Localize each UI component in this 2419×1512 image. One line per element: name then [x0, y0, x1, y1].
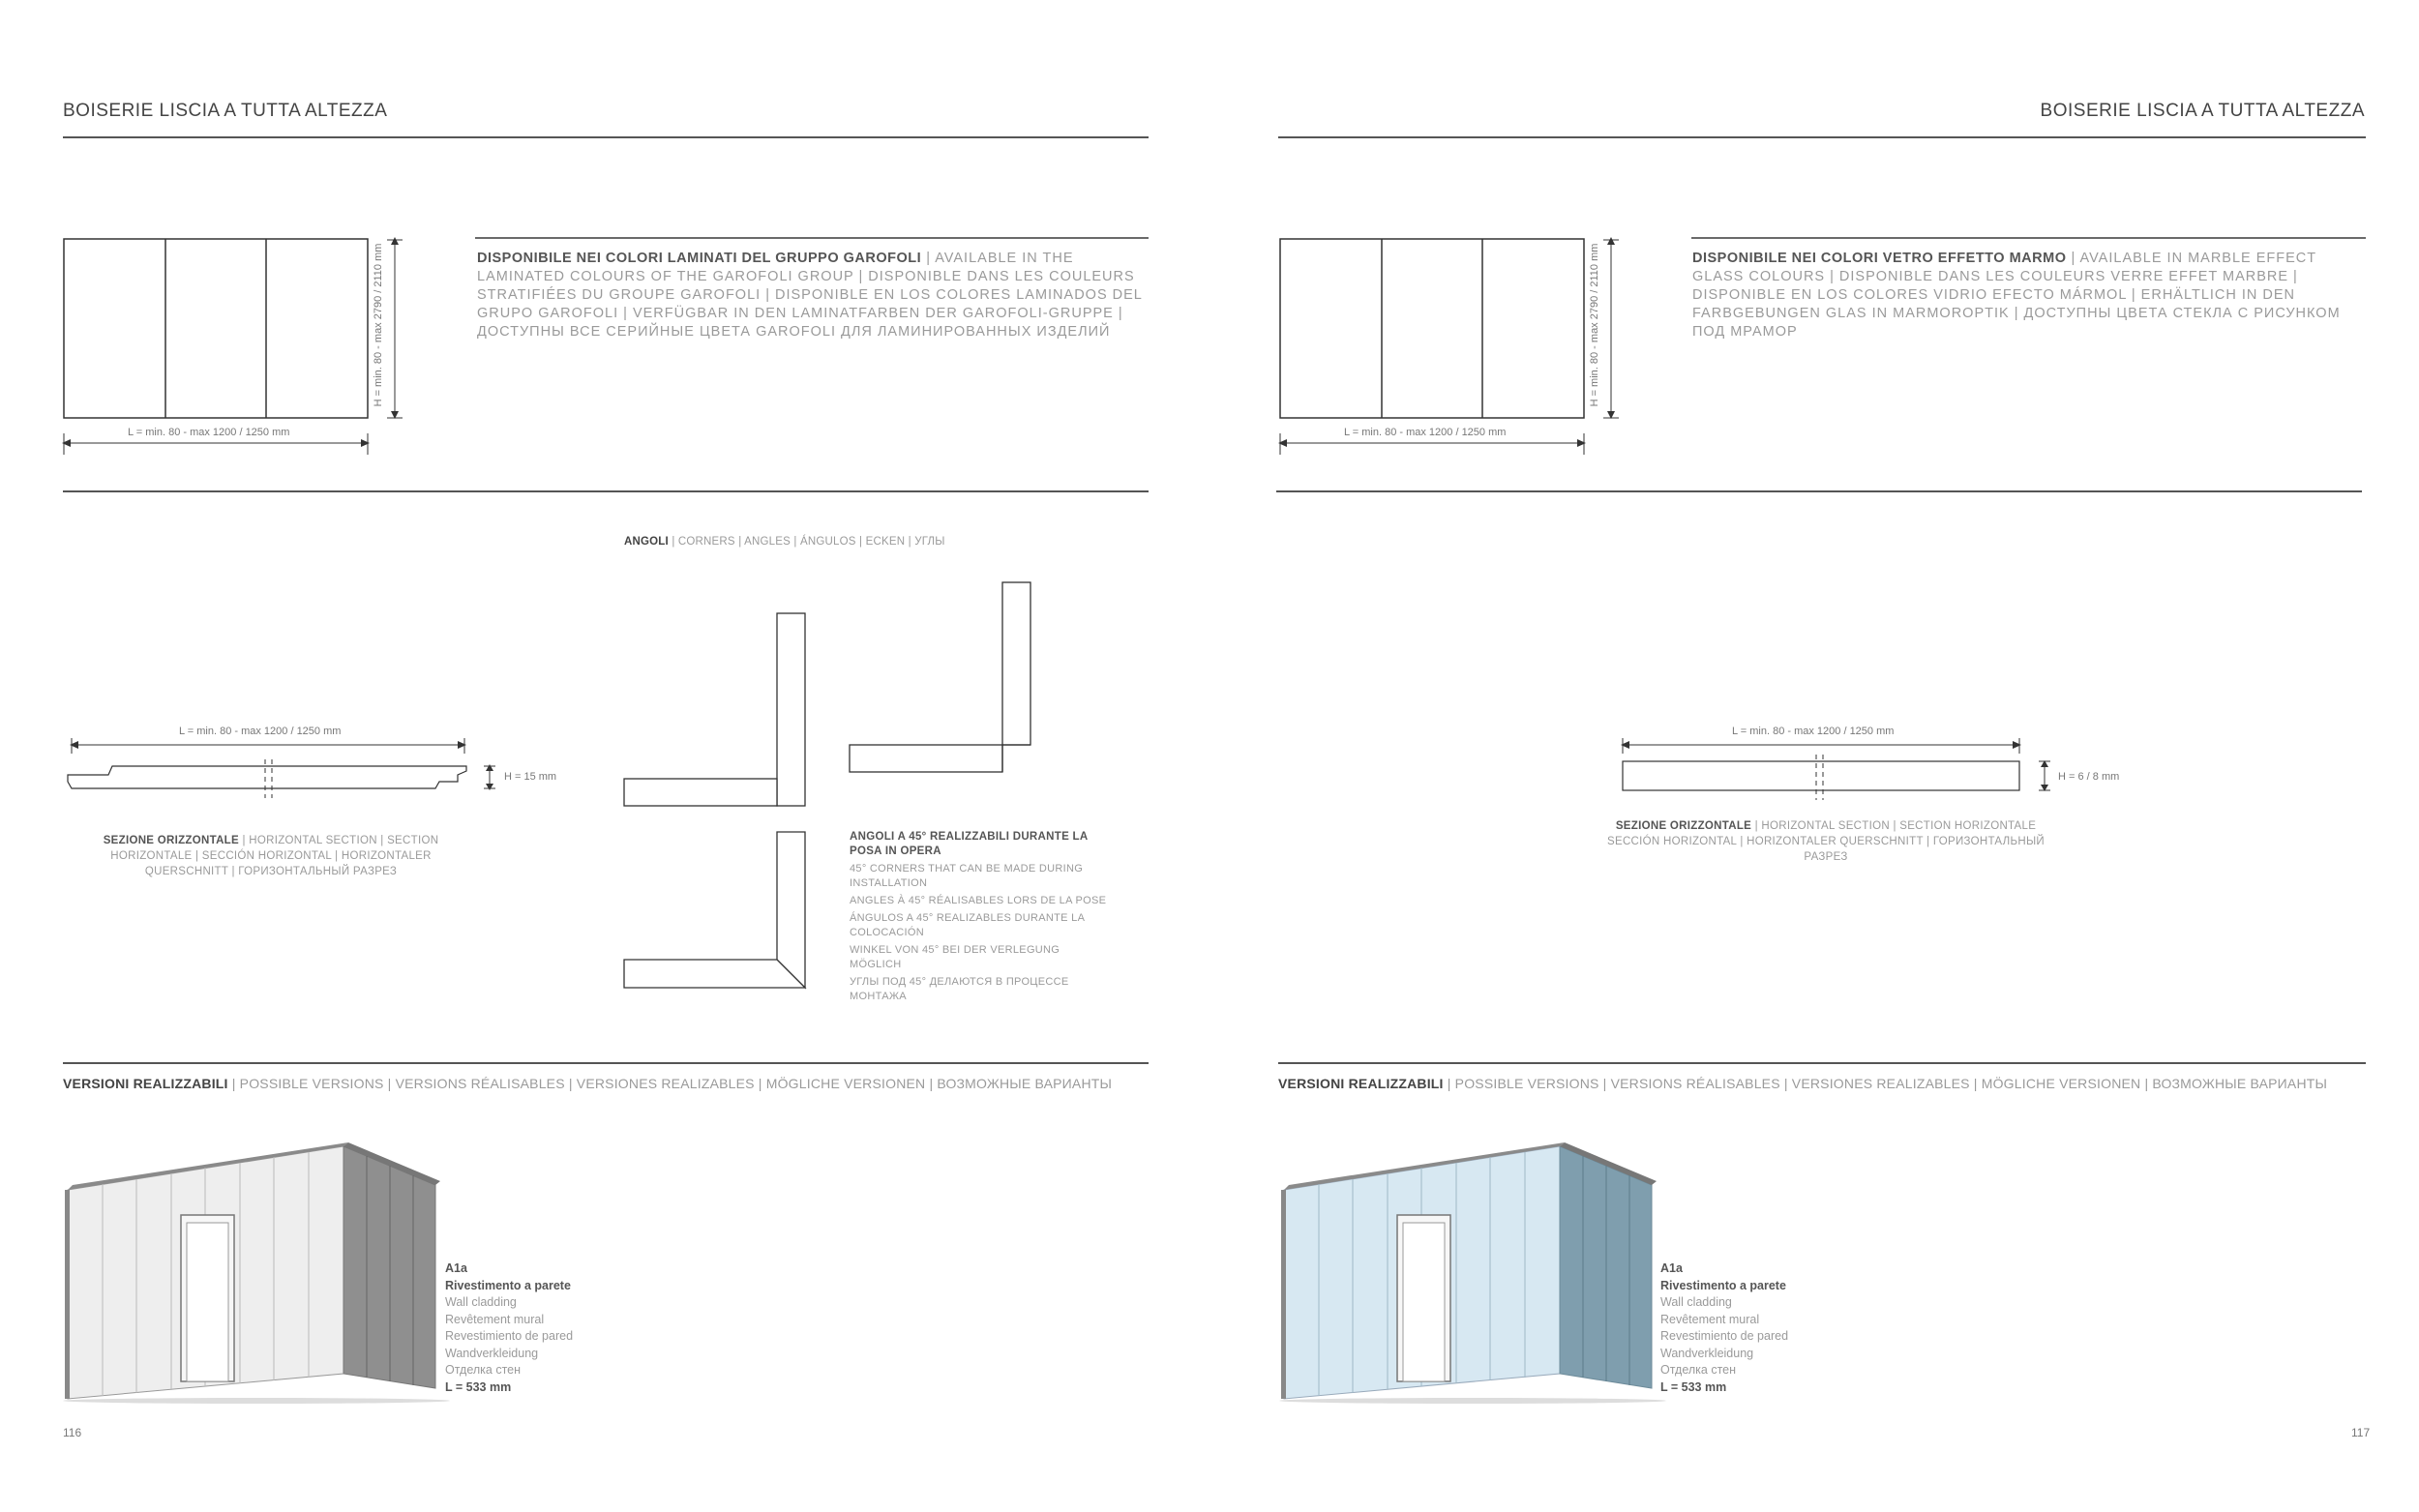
- section-thickness-dimension-right: H = 6 / 8 mm: [2058, 771, 2120, 783]
- description-divider-right: [1691, 237, 2366, 239]
- corners-45-line-de: WINKEL VON 45° BEI DER VERLEGUNG MÖGLICH: [850, 944, 1060, 970]
- versions-heading-rest: | POSSIBLE VERSIONS | VERSIONS RÉALISABLES | VERSIONES REALIZABLES | MÖGLICHE VERSIONEN | ВОЗМОЖНЫЕ ВАРИАНТЫ: [227, 1076, 1113, 1091]
- legend-translation-fr: Revêtement mural: [445, 1312, 545, 1326]
- version-legend-right: [1660, 1260, 1788, 1396]
- panel-height-dimension: H = min. 80 - max 2790 / 2110 mm: [373, 243, 384, 407]
- page-title-left: BOISERIE LISCIA A TUTTA ALTEZZA: [63, 101, 388, 121]
- title-divider-right: [1278, 136, 2366, 138]
- versions-heading-rest-right: | POSSIBLE VERSIONS | VERSIONS RÉALISABLES | VERSIONES REALIZABLES | MÖGLICHE VERSIONEN | ВОЗМОЖНЫЕ ВАРИАНТЫ: [1443, 1076, 2328, 1091]
- section-caption-bold-right: SEZIONE ORIZZONTALE: [1615, 820, 1752, 832]
- description-divider-left: [475, 237, 1149, 239]
- legend-code-right: A1a: [1660, 1261, 1683, 1275]
- corners-45-line-ru: УГЛЫ ПОД 45° ДЕЛАЮТСЯ В ПРОЦЕССЕ МОНТАЖА: [850, 976, 1069, 1002]
- legend-name: Rivestimento a parete: [445, 1278, 571, 1292]
- corners-45-line-fr: ANGLES À 45° RÉALISABLES LORS DE LA POSE: [850, 895, 1107, 906]
- page-number-left: 116: [63, 1426, 82, 1439]
- angles-heading: [624, 536, 945, 548]
- legend-name-right: Rivestimento a parete: [1660, 1278, 1786, 1292]
- description-bold-right: DISPONIBILE NEI COLORI VETRO EFFETTO MARMO: [1692, 251, 2067, 266]
- section-divider-right: [1276, 490, 2362, 492]
- legend-translation-de: Wandverkleidung: [445, 1346, 539, 1360]
- page-number-right: 117: [2351, 1426, 2371, 1439]
- legend-translation-en: Wall cladding: [445, 1295, 517, 1309]
- section-caption-rest: | HORIZONTAL SECTION | SECTION HORIZONTALE | SECCIÓN HORIZONTAL | HORIZONTALER QUERSCHNITT | ГОРИЗОНТАЛЬНЫЙ РАЗРЕЗ: [110, 835, 439, 877]
- panel-width-dimension-right: L = min. 80 - max 1200 / 1250 mm: [1344, 427, 1507, 438]
- section-thickness-dimension-left: H = 15 mm: [504, 771, 557, 783]
- versions-heading-right: [1278, 1076, 2327, 1091]
- section-caption-rest-right: | HORIZONTAL SECTION | SECTION HORIZONTALE SECCIÓN HORIZONTAL | HORIZONTALER QUERSCHNITT | ГОРИЗОНТАЛЬНЫЙ РАЗРЕЗ: [1607, 820, 2045, 863]
- legend-translation-de-right: Wandverkleidung: [1660, 1346, 1754, 1360]
- legend-translation-es: Revestimiento de pared: [445, 1329, 574, 1343]
- legend-translation-es-right: Revestimiento de pared: [1660, 1329, 1789, 1343]
- angles-heading-rest: | CORNERS | ANGLES | ÁNGULOS | ECKEN | УГЛЫ: [668, 536, 945, 548]
- wall-cladding-render-right: [1279, 1141, 1666, 1403]
- legend-code: A1a: [445, 1261, 467, 1275]
- legend-length: L = 533 mm: [445, 1379, 512, 1394]
- versions-heading-bold: VERSIONI REALIZZABILI: [63, 1076, 228, 1091]
- corners-45-notes: [850, 830, 1111, 1007]
- section-divider-left: [63, 490, 1149, 492]
- section-width-dimension-left: L = min. 80 - max 1200 / 1250 mm: [179, 726, 342, 737]
- version-legend-left: [445, 1260, 573, 1396]
- legend-translation-fr-right: Revêtement mural: [1660, 1312, 1760, 1326]
- legend-length-right: L = 533 mm: [1660, 1379, 1727, 1394]
- description-rest: | AVAILABLE IN THE LAMINATED COLOURS OF THE GAROFOLI GROUP | DISPONIBLE DANS LES COULEURS STRATIFIÉES DU GROUPE GAROFOLI | DISPONIBLE EN LOS COLORES LAMINADOS DEL GRUPO GAROFOLI | VERFÜGBAR IN DEN LAMINATFARBEN DER GAROFOLI-GRUPPE | ДОСТУПНЫ ВСЕ СЕРИЙНЫЕ ЦВЕТА GAROFOLI ДЛЯ ЛАМИНИРОВАННЫХ ИЗДЕЛИЙ: [477, 251, 1143, 340]
- color-availability-description-left: [477, 250, 1145, 341]
- panel-height-dimension-right: H = min. 80 - max 2790 / 2110 mm: [1589, 243, 1600, 407]
- panel-width-dimension: L = min. 80 - max 1200 / 1250 mm: [128, 427, 290, 438]
- description-bold: DISPONIBILE NEI COLORI LAMINATI DEL GRUPPO GAROFOLI: [477, 251, 922, 266]
- angles-heading-bold: ANGOLI: [624, 536, 669, 548]
- corners-45-title: ANGOLI A 45° REALIZZABILI DURANTE LA POSA IN OPERA: [850, 831, 1089, 857]
- corners-45-line-en: 45° CORNERS THAT CAN BE MADE DURING INSTALLATION: [850, 863, 1084, 889]
- section-caption-right: [1598, 818, 2053, 865]
- description-rest-right: | AVAILABLE IN MARBLE EFFECT GLASS COLOURS | DISPONIBLE DANS LES COULEURS VERRE EFFET MARBRE | DISPONIBLE EN LOS COLORES VIDRIO EFECTO MÁRMOL | ERHÄLTLICH IN DEN FARBGEBUNGEN GLAS IN MARMOROPTIK | ДОСТУПНЫ ЦВЕТА СТЕКЛА С РИСУНКОМ ПОД МРАМОР: [1692, 251, 2341, 340]
- versions-heading-left: [63, 1076, 1112, 1091]
- section-caption-left: [77, 833, 464, 879]
- wall-cladding-render-left: [63, 1141, 450, 1403]
- color-availability-description-right: [1692, 250, 2360, 341]
- corners-45-line-es: ÁNGULOS A 45° REALIZABLES DURANTE LA COLOCACIÓN: [850, 912, 1085, 938]
- section-width-dimension-right: L = min. 80 - max 1200 / 1250 mm: [1732, 726, 1895, 737]
- page-title-right: BOISERIE LISCIA A TUTTA ALTEZZA: [2040, 101, 2365, 121]
- versions-heading-bold-right: VERSIONI REALIZZABILI: [1278, 1076, 1444, 1091]
- versions-divider-left: [63, 1062, 1149, 1064]
- legend-translation-ru: Отделка стен: [445, 1363, 522, 1377]
- title-divider-left: [63, 136, 1149, 138]
- legend-translation-en-right: Wall cladding: [1660, 1295, 1732, 1309]
- legend-translation-ru-right: Отделка стен: [1660, 1363, 1737, 1377]
- section-caption-bold: SEZIONE ORIZZONTALE: [103, 835, 239, 846]
- versions-divider-right: [1278, 1062, 2366, 1064]
